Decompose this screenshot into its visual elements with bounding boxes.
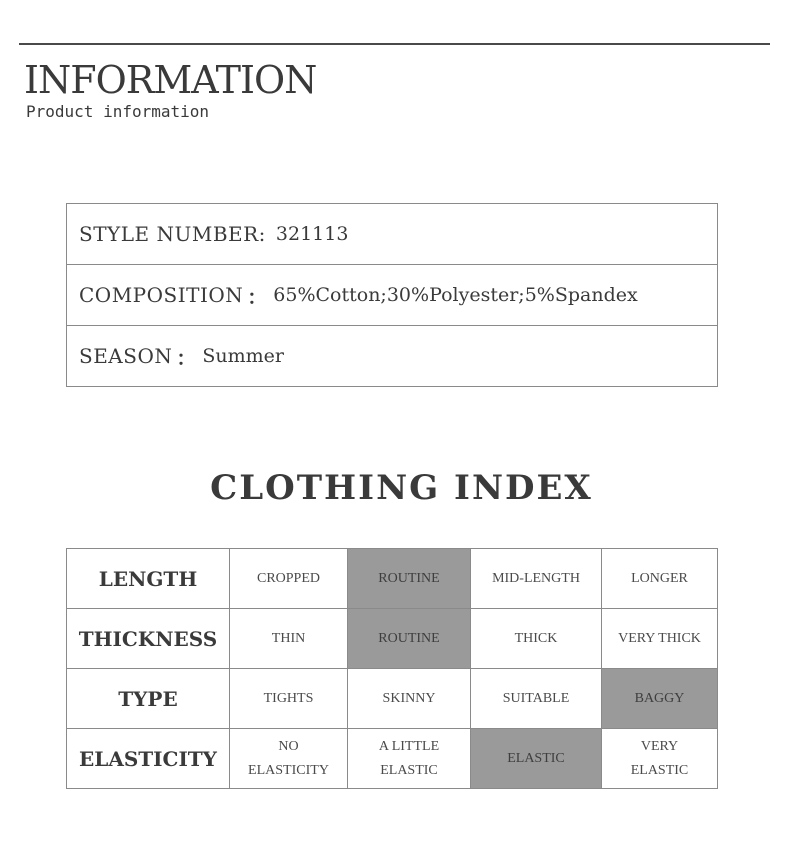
index-option: BAGGY (602, 669, 718, 729)
info-value: 321113 (275, 223, 349, 245)
info-label: COMPOSITION (79, 283, 244, 307)
index-option: SUITABLE (471, 669, 602, 729)
info-separator: ： (247, 284, 268, 309)
info-row-style-number (67, 204, 717, 265)
index-option: CROPPED (230, 549, 348, 609)
page-title: INFORMATION (24, 58, 317, 102)
index-option: THICK (471, 609, 602, 669)
info-label: SEASON (79, 344, 173, 368)
product-info-box (66, 203, 718, 387)
header-divider (19, 43, 770, 45)
index-option: ELASTIC (471, 729, 602, 789)
info-row-composition (67, 265, 717, 326)
index-row-type (67, 669, 718, 729)
index-option: ROUTINE (348, 549, 471, 609)
index-row-label: ELASTICITY (67, 729, 230, 789)
index-row-label: THICKNESS (67, 609, 230, 669)
info-label: STYLE NUMBER: (79, 222, 266, 246)
index-option: THIN (230, 609, 348, 669)
clothing-index-title: CLOTHING INDEX (210, 468, 593, 508)
index-option: NO ELASTICITY (230, 729, 348, 789)
index-option: TIGHTS (230, 669, 348, 729)
index-option: ROUTINE (348, 609, 471, 669)
info-row-season (67, 326, 717, 386)
index-row-label: TYPE (67, 669, 230, 729)
page-subtitle: Product information (26, 102, 210, 121)
index-option: MID-LENGTH (471, 549, 602, 609)
index-option: SKINNY (348, 669, 471, 729)
index-option: LONGER (602, 549, 718, 609)
info-separator: ： (176, 345, 197, 370)
index-row-thickness (67, 609, 718, 669)
index-option: VERY THICK (602, 609, 718, 669)
index-row-label: LENGTH (67, 549, 230, 609)
index-row-elasticity (67, 729, 718, 789)
info-value: Summer (202, 345, 284, 367)
index-option: VERY ELASTIC (602, 729, 718, 789)
index-option: A LITTLE ELASTIC (348, 729, 471, 789)
info-value: 65%Cotton;30%Polyester;5%Spandex (273, 284, 638, 306)
clothing-index-table (66, 548, 718, 789)
index-row-length (67, 549, 718, 609)
